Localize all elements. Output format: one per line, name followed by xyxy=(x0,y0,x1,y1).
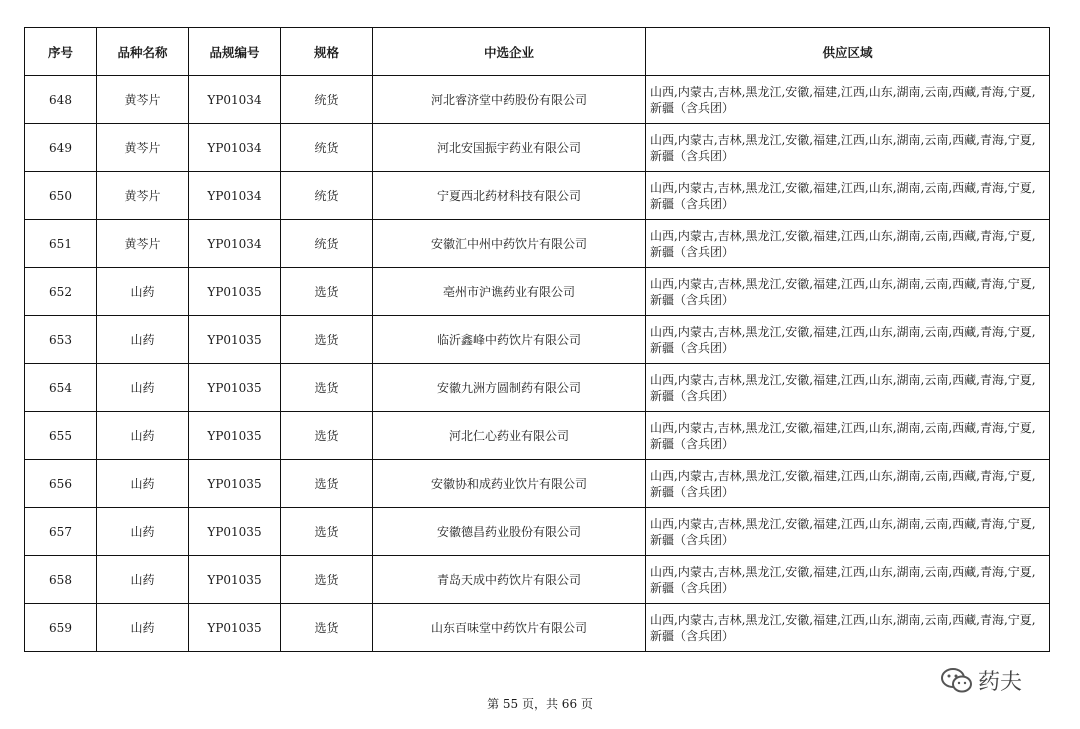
cell-company: 青岛天成中药饮片有限公司 xyxy=(373,556,646,604)
header-variety: 品种名称 xyxy=(97,28,189,76)
cell-spec-code: YP01035 xyxy=(189,268,281,316)
cell-spec: 统货 xyxy=(281,124,373,172)
table-body xyxy=(25,76,1050,652)
table-row xyxy=(25,412,1050,460)
cell-spec: 选货 xyxy=(281,316,373,364)
cell-region: 山西,内蒙古,吉林,黑龙江,安徽,福建,江西,山东,湖南,云南,西藏,青海,宁夏,新疆（含兵团） xyxy=(646,268,1050,316)
cell-variety: 山药 xyxy=(97,316,189,364)
cell-variety: 山药 xyxy=(97,604,189,652)
cell-spec-code: YP01034 xyxy=(189,76,281,124)
header-company: 中选企业 xyxy=(373,28,646,76)
cell-company: 安徽德昌药业股份有限公司 xyxy=(373,508,646,556)
results-table xyxy=(24,27,1050,652)
table-row xyxy=(25,172,1050,220)
table-row xyxy=(25,124,1050,172)
cell-spec: 选货 xyxy=(281,268,373,316)
cell-serial: 651 xyxy=(25,220,97,268)
cell-spec-code: YP01035 xyxy=(189,364,281,412)
cell-region: 山西,内蒙古,吉林,黑龙江,安徽,福建,江西,山东,湖南,云南,西藏,青海,宁夏,新疆（含兵团） xyxy=(646,220,1050,268)
cell-serial: 657 xyxy=(25,508,97,556)
cell-variety: 山药 xyxy=(97,364,189,412)
cell-spec: 选货 xyxy=(281,460,373,508)
table-row xyxy=(25,76,1050,124)
cell-spec: 选货 xyxy=(281,556,373,604)
cell-variety: 黄芩片 xyxy=(97,124,189,172)
cell-company: 安徽汇中州中药饮片有限公司 xyxy=(373,220,646,268)
cell-spec: 统货 xyxy=(281,76,373,124)
cell-company: 安徽协和成药业饮片有限公司 xyxy=(373,460,646,508)
cell-variety: 山药 xyxy=(97,556,189,604)
cell-region: 山西,内蒙古,吉林,黑龙江,安徽,福建,江西,山东,湖南,云南,西藏,青海,宁夏,新疆（含兵团） xyxy=(646,76,1050,124)
cell-spec-code: YP01035 xyxy=(189,460,281,508)
table-row xyxy=(25,364,1050,412)
cell-spec-code: YP01035 xyxy=(189,412,281,460)
table-row xyxy=(25,460,1050,508)
cell-serial: 658 xyxy=(25,556,97,604)
table-row xyxy=(25,220,1050,268)
cell-region: 山西,内蒙古,吉林,黑龙江,安徽,福建,江西,山东,湖南,云南,西藏,青海,宁夏,新疆（含兵团） xyxy=(646,508,1050,556)
cell-region: 山西,内蒙古,吉林,黑龙江,安徽,福建,江西,山东,湖南,云南,西藏,青海,宁夏,新疆（含兵团） xyxy=(646,556,1050,604)
watermark xyxy=(940,665,1022,696)
cell-spec-code: YP01035 xyxy=(189,508,281,556)
cell-variety: 山药 xyxy=(97,508,189,556)
cell-serial: 655 xyxy=(25,412,97,460)
cell-region: 山西,内蒙古,吉林,黑龙江,安徽,福建,江西,山东,湖南,云南,西藏,青海,宁夏,新疆（含兵团） xyxy=(646,604,1050,652)
cell-variety: 黄芩片 xyxy=(97,76,189,124)
cell-spec-code: YP01034 xyxy=(189,172,281,220)
table-row xyxy=(25,508,1050,556)
header-serial: 序号 xyxy=(25,28,97,76)
cell-region: 山西,内蒙古,吉林,黑龙江,安徽,福建,江西,山东,湖南,云南,西藏,青海,宁夏,新疆（含兵团） xyxy=(646,172,1050,220)
cell-company: 山东百味堂中药饮片有限公司 xyxy=(373,604,646,652)
cell-spec-code: YP01035 xyxy=(189,604,281,652)
cell-variety: 山药 xyxy=(97,268,189,316)
cell-serial: 654 xyxy=(25,364,97,412)
cell-company: 亳州市沪谯药业有限公司 xyxy=(373,268,646,316)
cell-region: 山西,内蒙古,吉林,黑龙江,安徽,福建,江西,山东,湖南,云南,西藏,青海,宁夏,新疆（含兵团） xyxy=(646,364,1050,412)
header-region: 供应区域 xyxy=(646,28,1050,76)
cell-spec: 统货 xyxy=(281,220,373,268)
cell-serial: 656 xyxy=(25,460,97,508)
table-row xyxy=(25,316,1050,364)
cell-serial: 659 xyxy=(25,604,97,652)
cell-company: 河北安国振宇药业有限公司 xyxy=(373,124,646,172)
cell-company: 宁夏西北药材科技有限公司 xyxy=(373,172,646,220)
header-spec-code: 品规编号 xyxy=(189,28,281,76)
cell-serial: 648 xyxy=(25,76,97,124)
cell-company: 河北睿济堂中药股份有限公司 xyxy=(373,76,646,124)
cell-spec: 选货 xyxy=(281,604,373,652)
cell-spec-code: YP01034 xyxy=(189,220,281,268)
cell-spec: 选货 xyxy=(281,508,373,556)
cell-company: 临沂鑫峰中药饮片有限公司 xyxy=(373,316,646,364)
cell-region: 山西,内蒙古,吉林,黑龙江,安徽,福建,江西,山东,湖南,云南,西藏,青海,宁夏,新疆（含兵团） xyxy=(646,412,1050,460)
cell-serial: 650 xyxy=(25,172,97,220)
cell-region: 山西,内蒙古,吉林,黑龙江,安徽,福建,江西,山东,湖南,云南,西藏,青海,宁夏,新疆（含兵团） xyxy=(646,460,1050,508)
table-header-row xyxy=(25,28,1050,76)
cell-variety: 山药 xyxy=(97,412,189,460)
cell-serial: 652 xyxy=(25,268,97,316)
cell-region: 山西,内蒙古,吉林,黑龙江,安徽,福建,江西,山东,湖南,云南,西藏,青海,宁夏,新疆（含兵团） xyxy=(646,124,1050,172)
table-row xyxy=(25,268,1050,316)
cell-spec-code: YP01035 xyxy=(189,316,281,364)
cell-variety: 山药 xyxy=(97,460,189,508)
cell-spec-code: YP01035 xyxy=(189,556,281,604)
cell-spec: 选货 xyxy=(281,364,373,412)
cell-company: 河北仁心药业有限公司 xyxy=(373,412,646,460)
cell-company: 安徽九洲方圆制药有限公司 xyxy=(373,364,646,412)
cell-spec: 选货 xyxy=(281,412,373,460)
results-table-container xyxy=(24,27,1050,652)
cell-variety: 黄芩片 xyxy=(97,172,189,220)
watermark-text: 药夫 xyxy=(978,670,1023,695)
page-footer: 第 55 页，共 66 页 xyxy=(487,697,593,711)
table-row xyxy=(25,604,1050,652)
cell-region: 山西,内蒙古,吉林,黑龙江,安徽,福建,江西,山东,湖南,云南,西藏,青海,宁夏,新疆（含兵团） xyxy=(646,316,1050,364)
table-row xyxy=(25,556,1050,604)
cell-variety: 黄芩片 xyxy=(97,220,189,268)
wechat-icon xyxy=(940,666,974,696)
cell-serial: 653 xyxy=(25,316,97,364)
cell-spec-code: YP01034 xyxy=(189,124,281,172)
cell-serial: 649 xyxy=(25,124,97,172)
header-spec: 规格 xyxy=(281,28,373,76)
cell-spec: 统货 xyxy=(281,172,373,220)
